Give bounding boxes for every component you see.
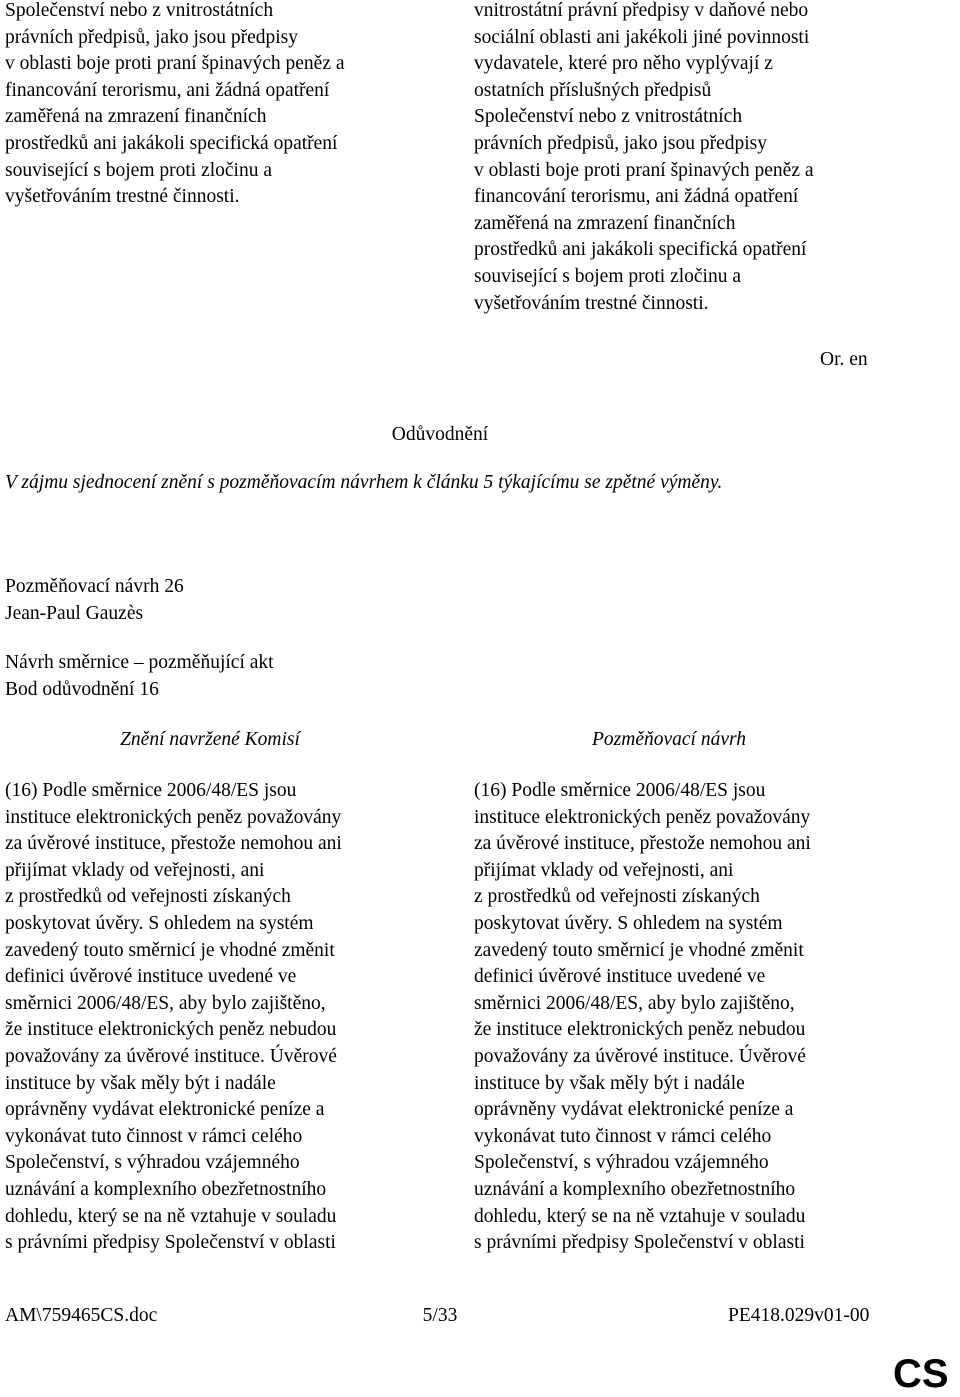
text-line: z prostředků od veřejnosti získaných (5, 886, 291, 908)
text-line: zaměřená na zmrazení finančních (5, 106, 267, 128)
footer-doc-ref: AM\759465CS.doc (5, 1305, 158, 1326)
top-right-column (474, 0, 914, 317)
text-line: ostatních příslušných předpisů (474, 79, 712, 101)
text-line: s právními předpisy Společenství v oblasti (5, 1232, 336, 1254)
text-line: instituce elektronických peněz považovány (474, 806, 811, 828)
text-line: vykonávat tuto činnost v rámci celého (474, 1125, 772, 1147)
text-line: související s bojem proti zločinu a (474, 265, 741, 287)
text-line: poskytovat úvěry. S ohledem na systém (474, 912, 783, 934)
text-line: právních předpisů, jako jsou předpisy (5, 26, 298, 48)
text-line: uznávání a komplexního obezřetnostního (5, 1178, 327, 1200)
amendment-number: Pozměňovací návrh 26 (5, 576, 184, 597)
text-line: že instituce elektronických peněz nebudou (474, 1019, 806, 1041)
text-line: právních předpisů, jako jsou předpisy (474, 132, 767, 154)
act-title: Návrh směrnice – pozměňující akt (5, 652, 274, 673)
text-line: z prostředků od veřejnosti získaných (474, 886, 760, 908)
text-line: financování terorismu, ani žádná opatření (474, 186, 799, 208)
text-line: vyšetřováním trestné činnosti. (5, 186, 240, 208)
text-line: uznávání a komplexního obezřetnostního (474, 1178, 796, 1200)
text-line: definici úvěrové instituce uvedené ve (474, 966, 766, 988)
amendment-act (5, 650, 274, 703)
text-line: instituce by však měly být i nadále (5, 1072, 276, 1094)
text-line: oprávněny vydávat elektronické peníze a (5, 1099, 325, 1121)
text-line: zavedený touto směrnicí je vhodné změnit (5, 939, 335, 961)
column-header-amendment: Pozměňovací návrh (592, 729, 746, 750)
text-line: instituce elektronických peněz považovány (5, 806, 342, 828)
text-line: v oblasti boje proti praní špinavých peněz a (474, 159, 814, 181)
text-line: zaměřená na zmrazení finančních (474, 212, 736, 234)
text-line: prostředků ani jakákoli specifická opatření (474, 239, 807, 261)
text-line: vyšetřováním trestné činnosti. (474, 292, 709, 314)
footer-pe-ref: PE418.029v01-00 (728, 1305, 870, 1326)
text-line: dohledu, který se na ně vztahuje v souladu (5, 1205, 337, 1227)
language-code: CS (893, 1352, 949, 1396)
justification-title: Odůvodnění (391, 424, 489, 445)
text-line: vykonávat tuto činnost v rámci celého (5, 1125, 303, 1147)
text-line: považovány za úvěrové instituce. Úvěrové (474, 1045, 806, 1067)
text-line: za úvěrové instituce, přestože nemohou ani (474, 833, 811, 855)
top-left-column (5, 0, 415, 211)
text-line: přijímat vklady od veřejnosti, ani (474, 859, 734, 881)
footer-page-number: 5/33 (422, 1305, 458, 1326)
text-line: Společenství, s výhradou vzájemného (5, 1152, 300, 1174)
text-line: financování terorismu, ani žádná opatření (5, 79, 330, 101)
text-line: dohledu, který se na ně vztahuje v souladu (474, 1205, 806, 1227)
text-line: směrnici 2006/48/ES, aby bylo zajištěno, (474, 992, 795, 1014)
text-line: Společenství, s výhradou vzájemného (474, 1152, 769, 1174)
text-line: že instituce elektronických peněz nebudou (5, 1019, 337, 1041)
text-line: (16) Podle směrnice 2006/48/ES jsou (5, 780, 297, 801)
column-header-commission: Znění navržené Komisí (120, 729, 300, 750)
amendment-header (5, 574, 184, 627)
text-line: prostředků ani jakákoli specifická opatření (5, 132, 338, 154)
text-line: směrnici 2006/48/ES, aby bylo zajištěno, (5, 992, 326, 1014)
amendment-author: Jean-Paul Gauzès (5, 602, 144, 624)
text-line: v oblasti boje proti praní špinavých peněz a (5, 53, 345, 75)
text-line: definici úvěrové instituce uvedené ve (5, 966, 297, 988)
justification-text: V zájmu sjednocení znění s pozměňovacím návrhem k článku 5 týkajícímu se zpětné výměny. (5, 472, 723, 493)
recital-number: Bod odůvodnění 16 (5, 678, 159, 700)
text-line: za úvěrové instituce, přestože nemohou ani (5, 833, 342, 855)
text-line: související s bojem proti zločinu a (5, 159, 272, 181)
text-line: považovány za úvěrové instituce. Úvěrové (5, 1045, 337, 1067)
amendment-text-column (474, 778, 914, 1257)
text-line: vydavatele, které pro něho vyplývají z (474, 53, 773, 75)
text-line: poskytovat úvěry. S ohledem na systém (5, 912, 314, 934)
text-line: instituce by však měly být i nadále (474, 1072, 745, 1094)
text-line: (16) Podle směrnice 2006/48/ES jsou (474, 780, 766, 801)
text-line: přijímat vklady od veřejnosti, ani (5, 859, 265, 881)
text-line: Společenství nebo z vnitrostátních (474, 106, 743, 128)
text-line: sociální oblasti ani jakékoli jiné povinnosti (474, 26, 810, 48)
text-line: oprávněny vydávat elektronické peníze a (474, 1099, 794, 1121)
text-line: s právními předpisy Společenství v oblasti (474, 1232, 805, 1254)
commission-text-column (5, 778, 415, 1257)
text-line: Společenství nebo z vnitrostátních (5, 0, 274, 21)
text-line: zavedený touto směrnicí je vhodné změnit (474, 939, 804, 961)
original-language: Or. en (820, 349, 868, 370)
text-line: vnitrostátní právní předpisy v daňové nebo (474, 0, 809, 21)
